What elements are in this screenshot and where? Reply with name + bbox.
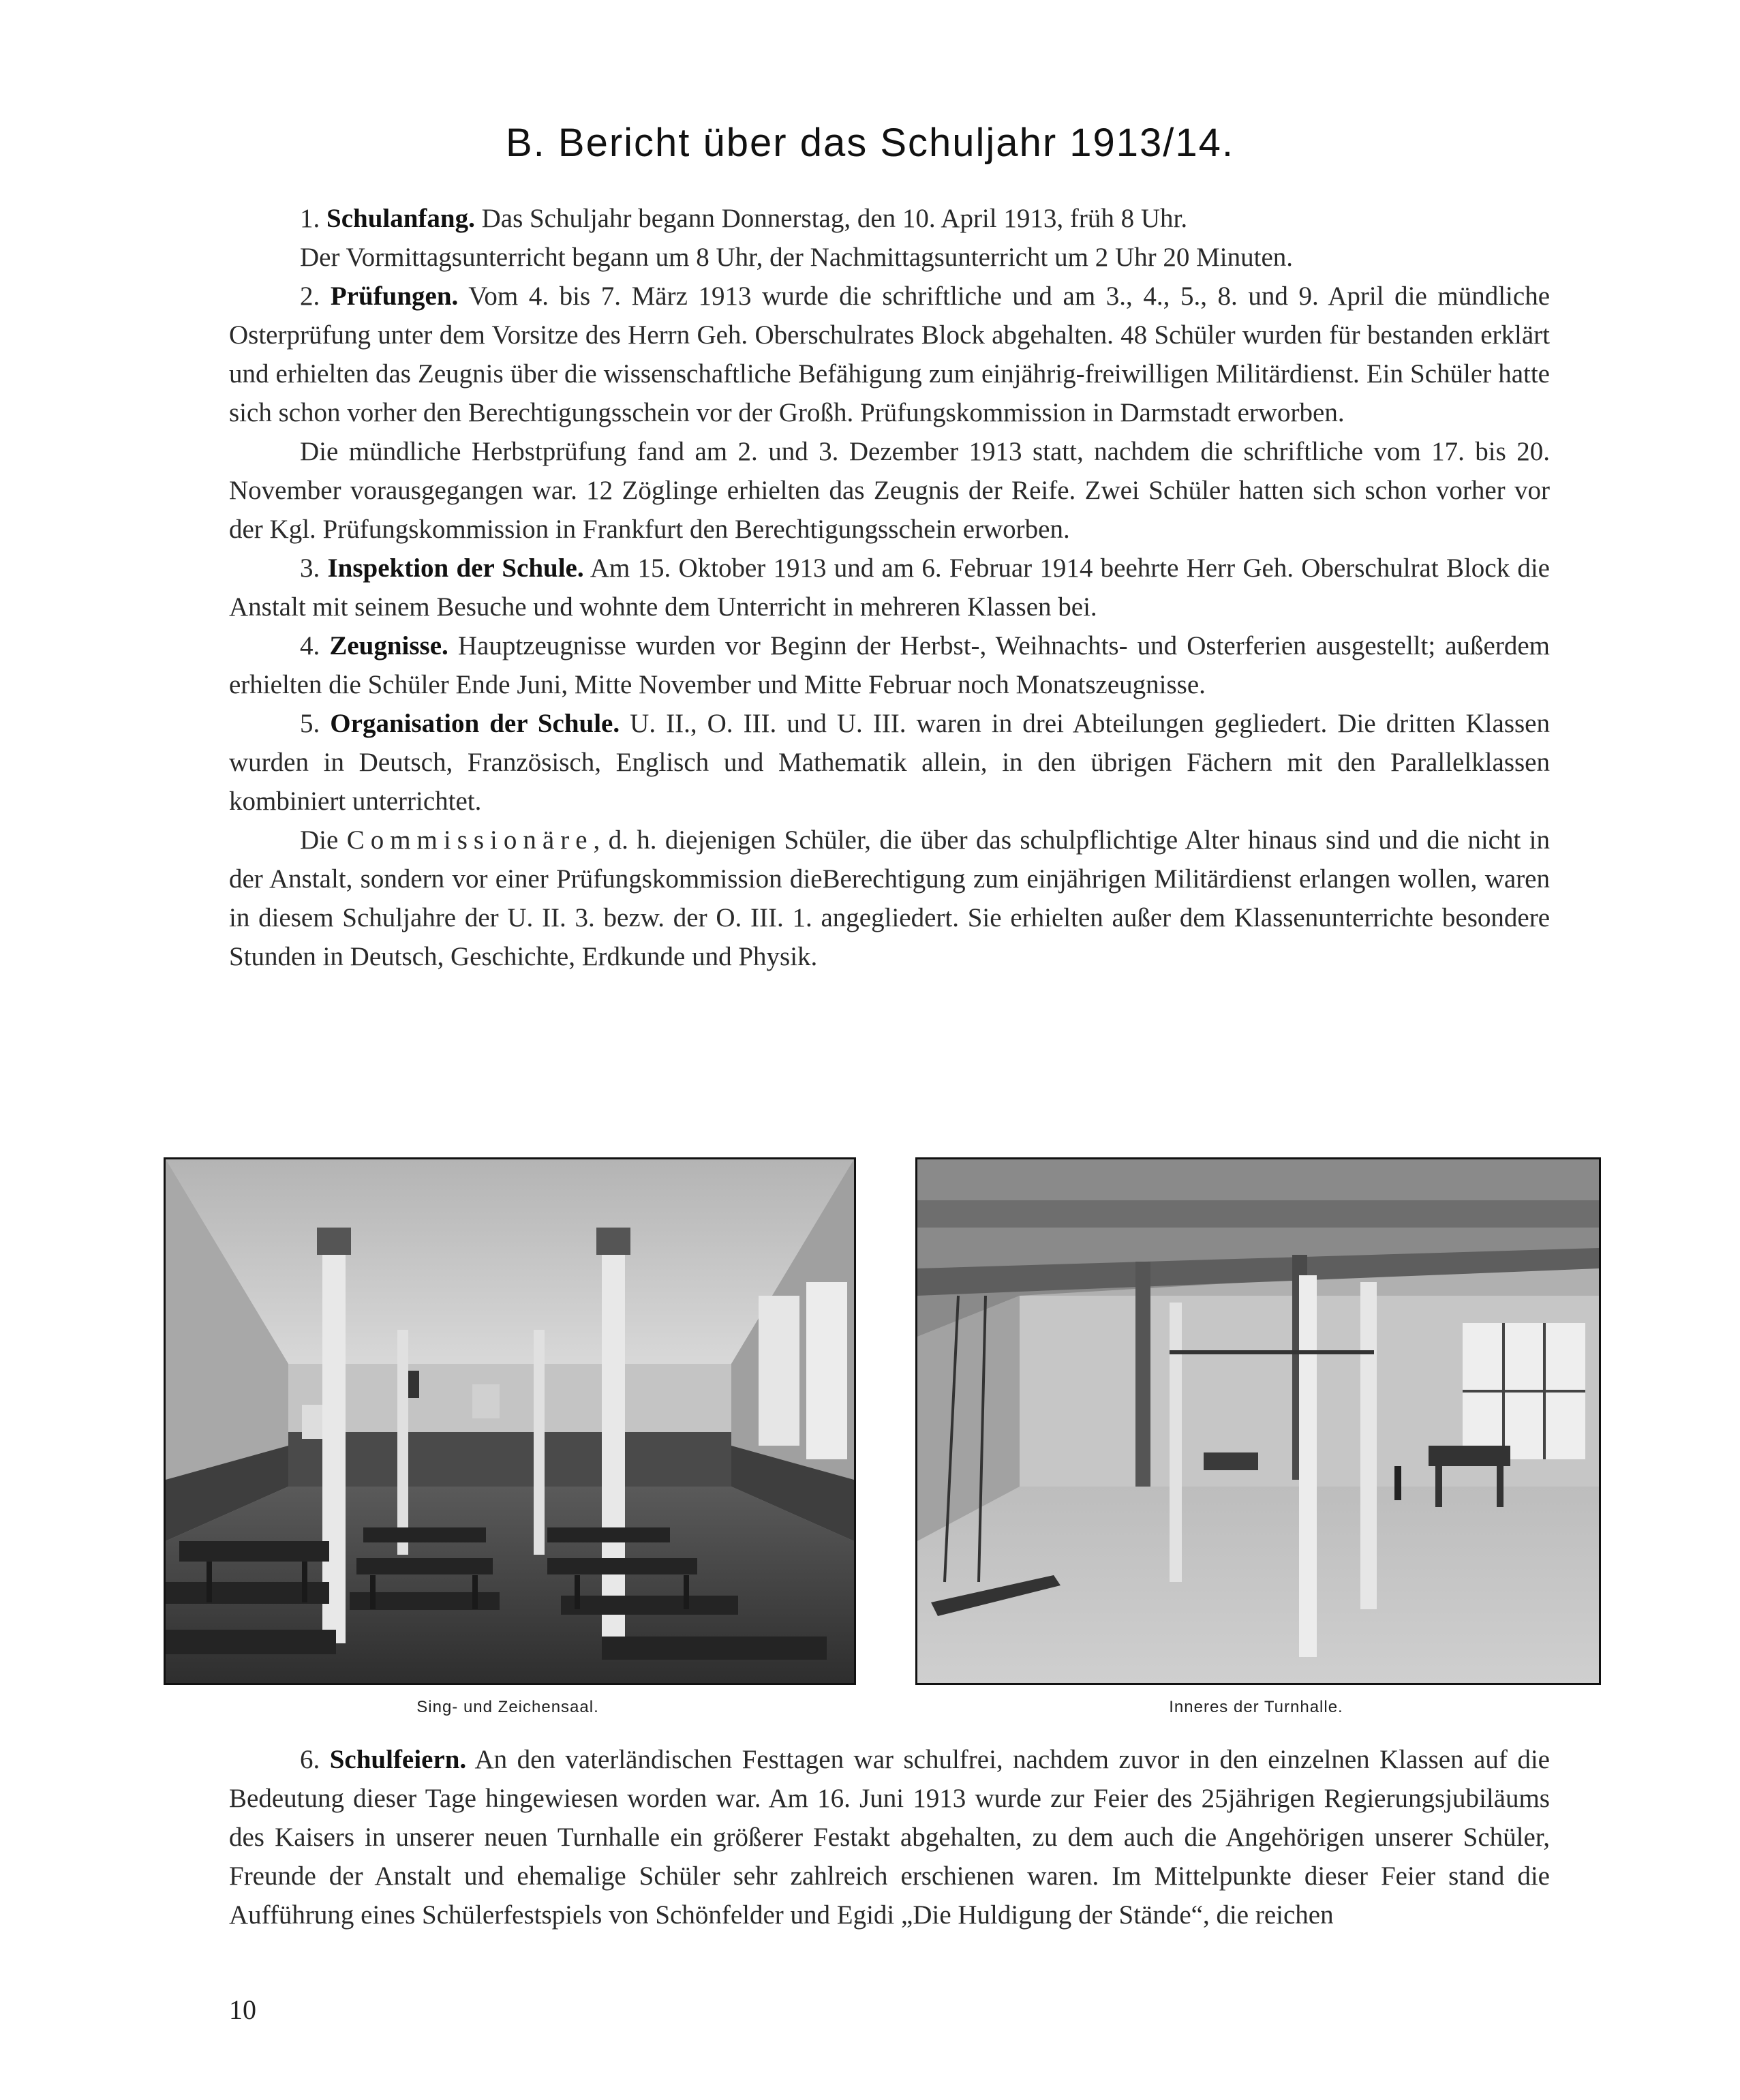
item-text: U. II., O. III. und U. III. waren in drei Abteilungen gegliedert. Die dritten Klassen wurden in Deutsch, Französisch, Englisch und Mathematik allein, in den übrigen Fächern mit den Parallelklassen kombiniert unterrichtet. bbox=[229, 709, 1550, 816]
page-title: B. Bericht über das Schuljahr 1913/14. bbox=[505, 121, 1235, 165]
item-number: 4. bbox=[300, 631, 320, 660]
paragraph-schulfeiern bbox=[229, 1740, 1550, 1934]
item-number: 5. bbox=[300, 709, 320, 738]
item-text: Am 15. Oktober 1913 und am 6. Februar 1914 beehrte Herr Geh. Oberschulrat Block die Anstalt mit seinem Besuche und wohnte dem Unterricht in mehreren Klassen bei. bbox=[229, 553, 1550, 622]
item-title: Schulfeiern. bbox=[329, 1745, 467, 1774]
item-number: 6. bbox=[300, 1745, 320, 1774]
photo-turnhalle-image bbox=[917, 1159, 1599, 1683]
item-title: Organisation der Schule. bbox=[330, 709, 620, 738]
photo-turnhalle bbox=[915, 1157, 1601, 1685]
item-title: Zeugnisse. bbox=[329, 631, 448, 660]
paragraph-unterrichtszeiten: Der Vormittagsunterricht begann um 8 Uhr, der Nachmittagsunterricht um 2 Uhr 20 Minuten. bbox=[300, 243, 1294, 272]
caption-zeichensaal: Sing- und Zeichensaal. bbox=[416, 1698, 599, 1716]
item-text: Vom 4. bis 7. März 1913 wurde die schriftliche und am 3., 4., 5., 8. und 9. April die mündliche Osterprüfung unter dem Vorsitze des Herrn Geh. Oberschulrates Block abgehalten. 48 Schüler wurden für bestanden erklärt und erhielten das Zeugnis über die wissenschaftliche Befähigung zum einjährig-freiwilligen Militärdienst. Ein Schüler hatte sich schon vorher den Berechtigungsschein vor der Großh. Prüfungskommission in Darmstadt erworben. bbox=[229, 281, 1551, 427]
report-section-bottom bbox=[229, 1740, 1550, 1934]
photo-zeichensaal bbox=[164, 1157, 856, 1685]
item-title: Prüfungen. bbox=[330, 281, 459, 311]
paragraph-pruefungen bbox=[229, 277, 1550, 432]
caption-turnhalle: Inneres der Turnhalle. bbox=[1169, 1698, 1343, 1716]
item-text: , d. h. diejenigen Schüler, die über das schulpflichtige Alter hinaus sind und die nicht in der Anstalt, sondern vor einer Prüfungskommission dieBerechtigung zum einjährigen Militärdienst erlangen wollen, waren in diesem Schuljahre der U. II. 3. bezw. der O. III. 1. angegliedert. Sie erhielten außer dem Klassenunterrichte besondere Stunden in Deutsch, Geschichte, Erdkunde und Physik. bbox=[229, 825, 1550, 971]
item-title: Inspektion der Schule. bbox=[327, 553, 584, 583]
paragraph-inspektion bbox=[229, 549, 1550, 626]
page-number: 10 bbox=[229, 1994, 256, 2025]
item-title: Schulanfang. bbox=[326, 204, 475, 233]
item-number: 1. bbox=[300, 204, 320, 233]
item-text: Hauptzeugnisse wurden vor Beginn der Herbst-, Weihnachts- und Osterferien ausgestellt; außerdem erhielten die Schüler Ende Juni, Mitte November und Mitte Februar noch Monatszeugnisse. bbox=[229, 631, 1550, 699]
spaced-term: Commissionäre bbox=[346, 825, 594, 855]
item-text: Das Schuljahr begann Donnerstag, den 10. April 1913, früh 8 Uhr. bbox=[474, 204, 1188, 233]
item-number: 2. bbox=[300, 281, 320, 311]
item-text: An den vaterländischen Festtagen war schulfrei, nachdem zuvor in den einzelnen Klassen auf die Bedeutung dieser Tage hingewiesen worden war. Am 16. Juni 1913 wurde zur Feier des 25jährigen Regierungsjubiläums des Kaisers in unserer neuen Turnhalle ein größerer Festakt abgehalten, zu dem auch die Angehörigen unserer Schüler, Freunde der Anstalt und ehemalige Schüler sehr zahlreich erschienen waren. Im Mittelpunkte dieser Feier stand die Aufführung eines Schülerfestspiels von Schönfelder und Egidi „Die Huldigung der Stände“, die reichen bbox=[229, 1745, 1550, 1930]
paragraph-zeugnisse bbox=[229, 626, 1550, 704]
report-section-top bbox=[229, 199, 1550, 976]
paragraph-herbstpruefung: Die mündliche Herbstprüfung fand am 2. und 3. Dezember 1913 statt, nachdem die schriftliche vom 17. bis 20. November vorausgegangen war. 12 Zöglinge erhielten das Zeugnis der Reife. Zwei Schüler hatten sich schon vorher vor der Kgl. Prüfungskommission in Frankfurt den Berechtigungsschein erworben. bbox=[229, 437, 1550, 544]
paragraph-organisation bbox=[229, 704, 1550, 821]
item-number: 3. bbox=[300, 553, 320, 583]
paragraph-commissionaere: Die Commissionäre, d. h. diejenigen Schüler, die über das schulpflichtige Alter hinaus sind und die nicht in der Anstalt, sondern vor einer Prüfungskommission dieBerechtigung zum einjährigen Militärdienst erlangen wollen, waren in diesem Schuljahre der U. II. 3. bezw. der O. III. 1. angegliedert. Sie erhielten außer dem Klassenunterrichte besondere Stunden in Deutsch, Geschichte, Erdkunde und Physik. bbox=[229, 825, 1550, 971]
photo-zeichensaal-image bbox=[166, 1159, 854, 1683]
paragraph-schulanfang bbox=[229, 199, 1550, 238]
